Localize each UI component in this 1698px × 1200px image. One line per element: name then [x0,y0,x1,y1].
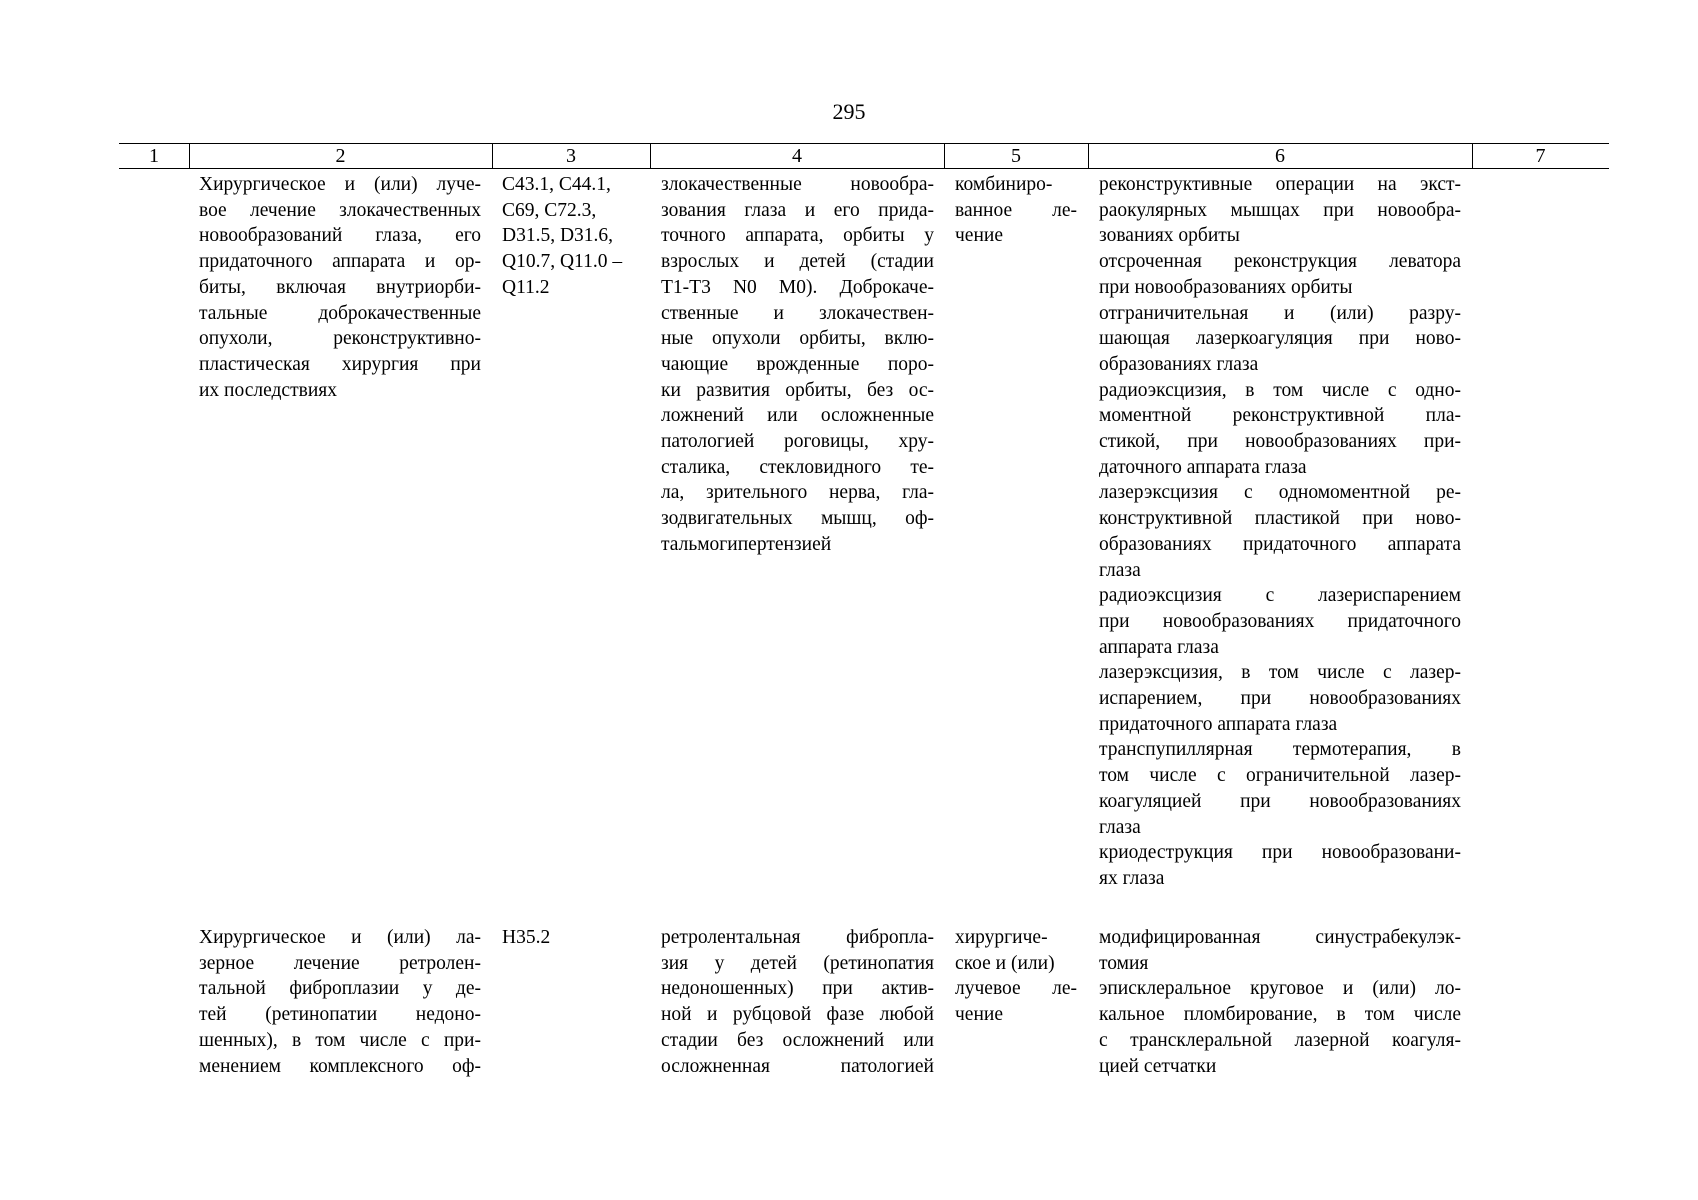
table-header [119,143,1609,169]
cell-diagnosis: злокачественные новообра- зования глаза и его прида- точного аппарата, орбиты у взрослых и детей (стадии T1-T3 N0 M0). Доброкаче- ственные и злокачествен- ные опухоли орбиты, вклю- чающие врожденные поро- ки развития орбиты, без ос- ложнений или осложненные патологией роговицы, хру- сталика, стекловидного те- ла, зрительного нерва, гла- зодвигательных мышц, оф- тальмогипертензией [661,174,934,555]
header-col-4: 4 [792,145,802,167]
cell-method-name: Хирургическое и (или) ла- зерное лечение ретролен- тальной фиброплазии у де- тей (ретинопатии недоно- шенных), в том числе с при- менением комплексного оф- [199,927,481,1077]
header-col-1: 1 [149,145,159,167]
cell-method-name: Хирургическое и (или) луче- вое лечение злокачественных новообразований глаза, его придаточного аппарата и ор- биты, включая внутриорби- тальные доброкачественные опухоли, реконструктивно- пластическая хирургия при их последствиях [199,174,481,401]
cell-icd-codes: C43.1, C44.1, C69, C72.3, D31.5, D31.6, Q10.7, Q11.0 – Q11.2 [502,174,623,298]
cell-treatment-method: модифицированная синустрабекулэк- томия эписклеральное круговое и (или) ло- кальное пломбирование, в том числе с трансклеральной лазерной коагуля- цией сетчатки [1099,927,1461,1077]
header-col-5: 5 [1011,145,1021,167]
header-col-3: 3 [566,145,576,167]
cell-diagnosis: ретролентальная фибропла- зия у детей (ретинопатия недоношенных) при актив- ной и рубцовой фазе любой стадии без осложнений или осложненная патологией [661,927,934,1077]
cell-treatment-type: комбиниро- ванное ле- чение [955,174,1077,247]
header-col-2: 2 [335,145,346,167]
cell-treatment-method: реконструктивные операции на экст- раокулярных мышцах при новообра- зованиях орбиты отсроченная реконструкция леватора при новообразованиях орбиты отграничительная и (или) разру- шающая лазеркоагуляция при ново- образованиях глаза радиоэксцизия, в том числе с одно- моментной реконструктивной пла- стикой, при новообразованиях при- даточного аппарата глаза лазерэксцизия с одномоментной ре- конструктивной пластикой при ново- образованиях придаточного аппарата глаза радиоэксцизия с лазериспарением при новообразованиях придаточного аппарата глаза лазерэксцизия, в том числе с лазер- испарением, при новообразованиях придаточного аппарата глаза транспупиллярная термотерапия, в том числе с ограничительной лазер- коагуляцией при новообразованиях глаза криодеструкция при новообразовани- ях глаза [1099,174,1461,889]
cell-treatment-type: хирургиче- ское и (или) лучевое ле- чение [955,927,1077,1026]
header-col-7: 7 [1535,145,1546,167]
cell-icd-codes: H35.2 [502,927,551,948]
page-number: 295 [832,99,866,124]
header-col-6: 6 [1275,145,1285,167]
